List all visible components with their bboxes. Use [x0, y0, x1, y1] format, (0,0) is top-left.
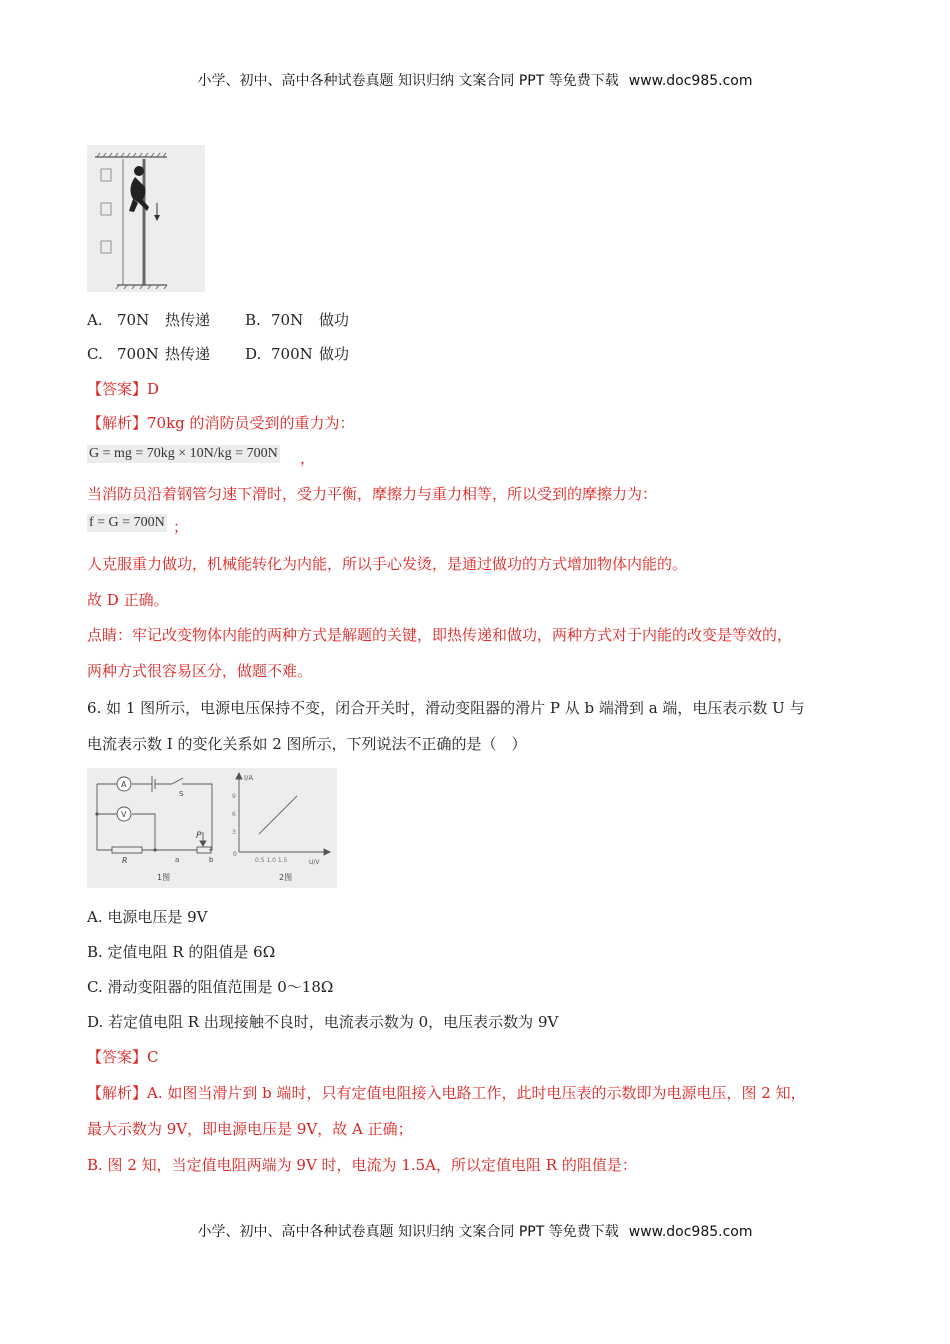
- q5-option-b-letter[interactable]: B.: [245, 311, 261, 329]
- q6-analysis-a-line1: 【解析】A. 如图当滑片到 b 端时，只有定值电阻接入电路工作，此时电压表的示数即为电源电压，图 2 知，: [87, 1084, 806, 1102]
- q5-option-b-value: 70N: [271, 311, 304, 329]
- q5-answer: 【答案】D: [87, 380, 160, 398]
- switch-label: S: [179, 790, 184, 798]
- ui-graph: [236, 773, 330, 855]
- q5-analysis-line2: 当消防员沿着钢管匀速下滑时，受力平衡，摩擦力与重力相等，所以受到的摩擦力为：: [87, 485, 658, 503]
- q5-option-a-value: 70N: [117, 311, 150, 329]
- fig1-caption: 1图: [157, 873, 171, 882]
- end-b-label: b: [209, 856, 214, 864]
- q6-option-c[interactable]: C. 滑动变阻器的阻值范围是 0～18Ω: [87, 978, 334, 996]
- q6-analysis-b: B. 图 2 知，当定值电阻两端为 9V 时，电流为 1.5A，所以定值电阻 R 的阻值是：: [87, 1156, 637, 1174]
- q5-tip-line1: 点睛：牢记改变物体内能的两种方式是解题的关键，即热传递和做功，两种方式对于内能的改变是等效的，: [87, 626, 793, 644]
- q6-option-b[interactable]: B. 定值电阻 R 的阻值是 6Ω: [87, 943, 276, 961]
- resistor-label: R: [122, 856, 128, 865]
- graph-y-tick-9: 9: [232, 793, 236, 800]
- q6-option-a[interactable]: A. 电源电压是 9V: [87, 908, 208, 926]
- q5-formula-gravity: [87, 445, 280, 463]
- graph-x-ticks: 0.5 1.0 1.5: [255, 857, 288, 864]
- q6-figure-drawing: [87, 768, 337, 888]
- ammeter-label: A: [121, 780, 127, 789]
- q5-option-a-method: 热传递: [165, 311, 211, 329]
- q5-option-a-letter[interactable]: A.: [87, 311, 103, 329]
- q6-answer: 【答案】C: [87, 1048, 159, 1066]
- firefighter-illustration: [87, 145, 205, 292]
- q5-option-d-letter[interactable]: D.: [245, 345, 262, 363]
- voltmeter-label: V: [121, 810, 127, 819]
- graph-y-tick-3: 3: [232, 829, 236, 836]
- graph-x-axis-label: U/V: [309, 859, 320, 866]
- slider-label: P: [196, 831, 202, 841]
- q5-option-row-1: [87, 309, 349, 330]
- q5-option-row-2: [87, 343, 349, 364]
- q5-formula-friction: [87, 514, 167, 532]
- q5-analysis-line3: 人克服重力做功，机械能转化为内能，所以手心发烫，是通过做功的方式增加物体内能的。: [87, 555, 688, 573]
- fig2-caption: 2图: [279, 873, 293, 882]
- footer-text: 小学、初中、高中各种试卷真题 知识归纳 文案合同 PPT 等免费下载: [197, 1224, 619, 1240]
- q6-stem-line2: 电流表示数 I 的变化关系如 2 图所示，下列说法不正确的是（ ）: [87, 735, 527, 753]
- q5-option-d-method: 做功: [319, 345, 350, 363]
- q6-option-d[interactable]: D. 若定值电阻 R 出现接触不良时，电流表示数为 0，电压表示数为 9V: [87, 1013, 559, 1031]
- q5-tip-line2: 两种方式很容易区分，做题不难。: [87, 662, 313, 680]
- footer-site[interactable]: www.doc985.com: [628, 1224, 753, 1240]
- q5-analysis-intro: 【解析】70kg 的消防员受到的重力为：: [87, 414, 355, 432]
- firefighter-figure: [87, 145, 205, 292]
- q6-stem-line1: 6. 如 1 图所示，电源电压保持不变，闭合开关时，滑动变阻器的滑片 P 从 b 端滑到 a 端，电压表示数 U 与: [87, 699, 805, 717]
- page-header: [0, 70, 950, 90]
- graph-y-tick-6: 6: [232, 811, 236, 818]
- q5-option-d-value: 700N: [271, 345, 313, 363]
- q6-figure: [87, 768, 337, 888]
- q5-option-c-letter[interactable]: C.: [87, 345, 103, 363]
- q5-option-c-value: 700N: [117, 345, 159, 363]
- q5-formula-gravity-tail: ，: [300, 449, 316, 467]
- q5-formula-friction-text: f = G = 700N: [89, 515, 165, 530]
- q5-formula-friction-tail: ；: [173, 518, 189, 536]
- end-a-label: a: [175, 856, 180, 864]
- q6-analysis-a-line2: 最大示数为 9V，即电源电压是 9V，故 A 正确；: [87, 1120, 413, 1138]
- q5-option-c-method: 热传递: [165, 345, 211, 363]
- q5-formula-gravity-text: G = mg = 70kg × 10N/kg = 700N: [89, 446, 278, 461]
- graph-origin: 0: [233, 851, 237, 858]
- q5-option-b-method: 做功: [319, 311, 350, 329]
- page-footer: [0, 1221, 950, 1241]
- header-text: 小学、初中、高中各种试卷真题 知识归纳 文案合同 PPT 等免费下载: [197, 73, 619, 89]
- q5-analysis-line4: 故 D 正确。: [87, 591, 169, 609]
- header-site[interactable]: www.doc985.com: [628, 73, 753, 89]
- graph-y-axis-label: I/A: [244, 774, 254, 782]
- circuit-diagram: [97, 776, 212, 853]
